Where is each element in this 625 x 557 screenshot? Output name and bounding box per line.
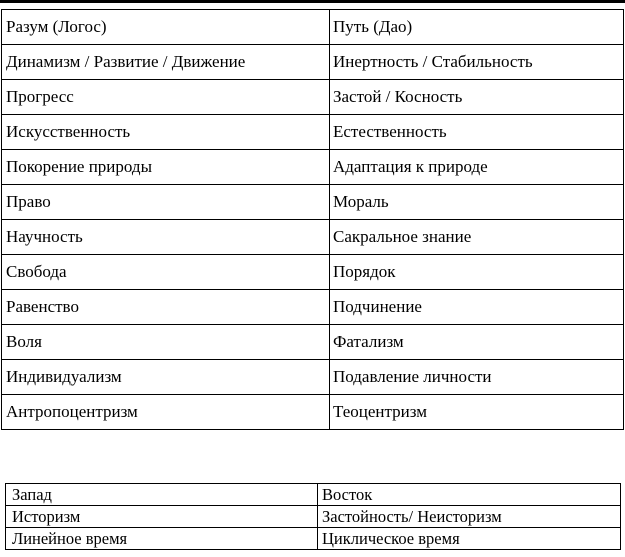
table-row [6,528,621,550]
table-cell: Застойность/ Неисторизм [318,506,621,528]
table-cell: Восток [318,484,621,506]
table-row [2,150,624,185]
table-cell: Мораль [330,185,624,220]
table-cell: Покорение природы [2,150,330,185]
table-cell: Естественность [330,115,624,150]
table-row [2,360,624,395]
table-cell: Путь (Дао) [330,10,624,45]
table-cell: Научность [2,220,330,255]
table-row [2,395,624,430]
table-cell: Порядок [330,255,624,290]
table-row [2,290,624,325]
table-cell: Свобода [2,255,330,290]
table-cell: Застой / Косность [330,80,624,115]
table-row [2,185,624,220]
table-cell: Теоцентризм [330,395,624,430]
table-cell: Воля [2,325,330,360]
top-rule [0,0,625,3]
table-cell: Равенство [2,290,330,325]
table-cell: Право [2,185,330,220]
table-cell: Историзм [6,506,318,528]
table-row [2,325,624,360]
table-cell: Разум (Логос) [2,10,330,45]
west-east-table-body [6,484,621,550]
table-row [2,115,624,150]
table-row [2,220,624,255]
table-cell: Сакральное знание [330,220,624,255]
table-row [6,506,621,528]
table-cell: Циклическое время [318,528,621,550]
table-cell: Запад [6,484,318,506]
table-row [2,10,624,45]
table-row [2,80,624,115]
logos-dao-table-body [2,10,624,430]
table-cell: Подавление личности [330,360,624,395]
table-cell: Искусственность [2,115,330,150]
table-cell: Индивидуализм [2,360,330,395]
table-cell: Линейное время [6,528,318,550]
table-row [6,484,621,506]
table-cell: Фатализм [330,325,624,360]
logos-dao-table [1,9,624,430]
west-east-table [5,483,621,550]
table-row [2,45,624,80]
table-cell: Антропоцентризм [2,395,330,430]
table-cell: Подчинение [330,290,624,325]
table-cell: Прогресс [2,80,330,115]
table-cell: Адаптация к природе [330,150,624,185]
table-cell: Инертность / Стабильность [330,45,624,80]
table-cell: Динамизм / Развитие / Движение [2,45,330,80]
table-row [2,255,624,290]
